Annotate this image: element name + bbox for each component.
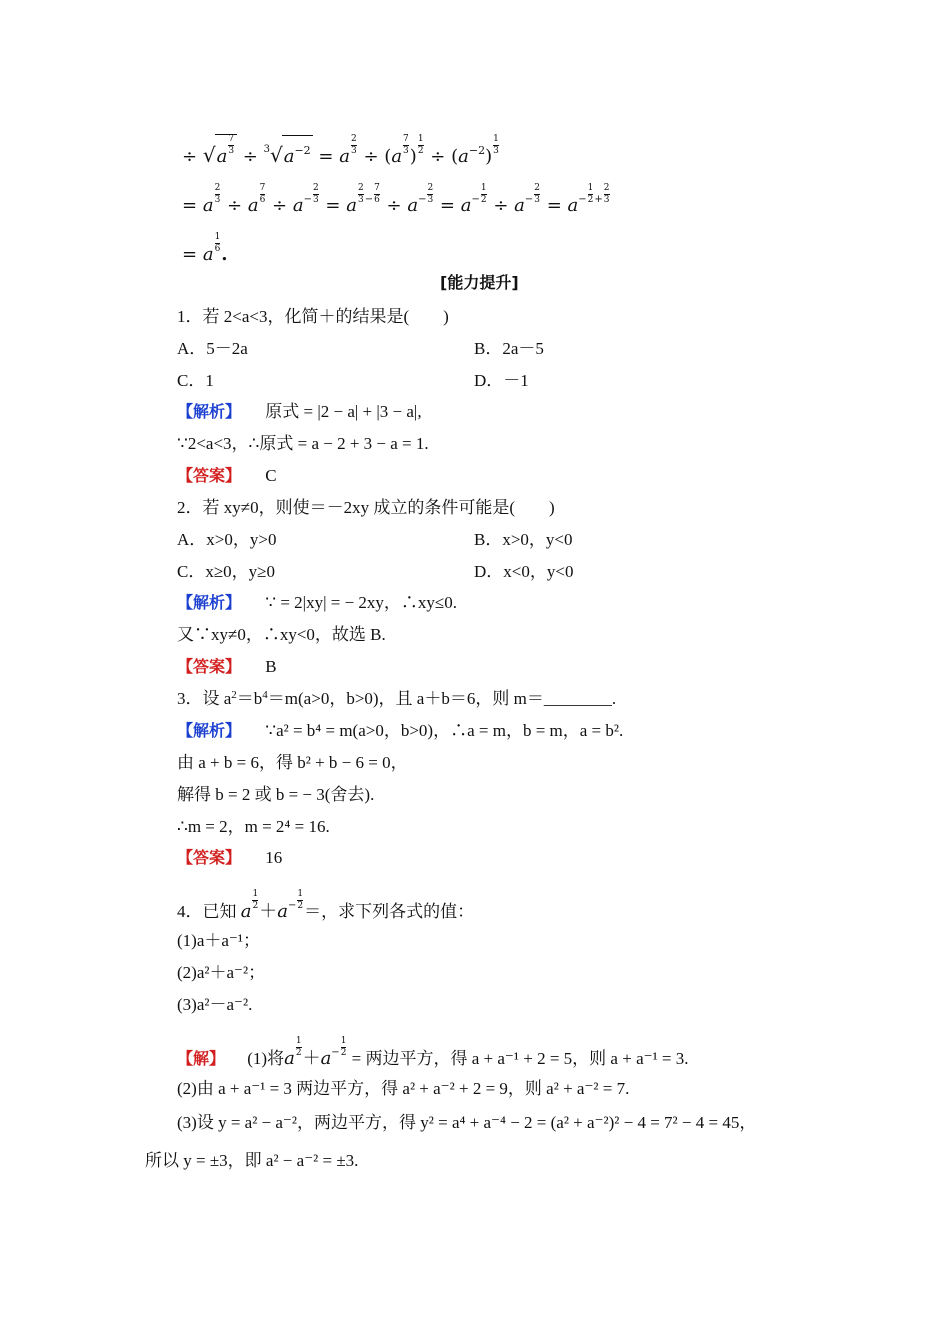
- q1-analysis: 【解析】 原式 = |2 − a| + |3 − a|,: [177, 402, 422, 421]
- q4-solution-4: 所以 y = ±3，即 a² − a⁻² = ±3.: [145, 1151, 359, 1170]
- q4-solution-3: (3)设 y = a² − a⁻²，两边平方，得 y² = a⁴ + a⁻⁴ − 2 = (a² + a⁻²)² − 4 = 7² − 4 = 45，: [177, 1113, 757, 1132]
- answer-tag: 【答案】: [177, 848, 242, 867]
- q2-option-b: B．x>0，y<0: [474, 530, 573, 549]
- q1-option-d: D．－1: [474, 371, 529, 390]
- q3-analysis-4: ∴m = 2，m = 2⁴ = 16.: [177, 817, 330, 836]
- section-title: [能力提升]: [440, 273, 519, 292]
- continuation-line-1: ÷ √a $\frac{7}{3}$ ÷ $^3√a^{-2} = a$ $\frac{2}{3}$ ÷ (a $\frac{7}{3}$ ) $\frac{1}{2}$ ÷ $(a^{-2})$ $\frac{1}{3}$: [182, 134, 500, 172]
- answer-tag: 【答案】: [177, 657, 242, 676]
- q3-analysis-2: 由 a + b = 6，得 b² + b − 6 = 0，: [177, 753, 408, 772]
- q1-stem: 1．若 2<a<3，化简＋的结果是( ): [177, 307, 449, 326]
- q2-option-c: C．x≥0，y≥0: [177, 562, 275, 581]
- q1-option-c: C．1: [177, 371, 214, 390]
- q1-analysis-2: ∵2<a<3，∴原式 = a − 2 + 3 − a = 1.: [177, 434, 429, 453]
- analysis-tag: 【解析】: [177, 593, 242, 612]
- q2-option-d: D．x<0，y<0: [474, 562, 574, 581]
- analysis-tag: 【解析】: [177, 721, 242, 740]
- continuation-line-3: = a $\frac{1}{6}$ .: [182, 232, 228, 265]
- q2-option-a: A．x>0，y>0: [177, 530, 277, 549]
- q2-analysis: 【解析】 ∵ = 2|xy| = − 2xy，∴xy≤0.: [177, 593, 457, 612]
- solution-tag: 【解】: [177, 1049, 226, 1068]
- q2-analysis-2: 又∵xy≠0，∴xy<0，故选 B.: [177, 625, 386, 644]
- q4-part-3: (3)a²－a⁻².: [177, 995, 253, 1014]
- q3-analysis: 【解析】 ∵a² = b⁴ = m(a>0，b>0)，∴a = m，b = m，a = b².: [177, 721, 624, 740]
- q4-solution-2: (2)由 a + a⁻¹ = 3 两边平方，得 a² + a⁻² + 2 = 9，则 a² + a⁻² = 7.: [177, 1079, 630, 1098]
- answer-tag: 【答案】: [177, 466, 242, 485]
- q3-analysis-3: 解得 b = 2 或 b = − 3(舍去).: [177, 785, 375, 804]
- q4-solution-1: 【解】 (1)将a $\frac{1}{2}$ ＋a− $\frac{1}{2}$ = 两边平方，得 a + a⁻¹ + 2 = 5，则 a + a⁻¹ = 3.: [177, 1036, 689, 1069]
- q4-stem: 4．已知 a $\frac{1}{2}$ ＋a− $\frac{1}{2}$ ＝，求下列各式的值：: [177, 889, 475, 922]
- continuation-line-2: = a $\frac{2}{3}$ ÷ a $\frac{7}{6}$ ÷ a− $\frac{2}{3}$ = a $\frac{2}{3}$ − $\frac{7}{6}$ ÷ a− $\frac{2}{3}$ = a− $\frac{1}{2}$ ÷ a− $\frac{2}{3}$ = a− $\frac{1}{2}$ + $\frac{2}{3}$: [182, 183, 610, 216]
- analysis-tag: 【解析】: [177, 402, 242, 421]
- q2-answer: 【答案】 B: [177, 657, 277, 676]
- q1-option-a: A．5－2a: [177, 339, 248, 358]
- q1-option-b: B．2a－5: [474, 339, 544, 358]
- q1-answer: 【答案】 C: [177, 466, 277, 485]
- q3-stem: 3．设 $a^2=b^4=m(a>0$，b>0)，且 a＋b＝6，则 m＝________.: [177, 689, 617, 708]
- q4-part-1: (1)a＋a⁻¹；: [177, 931, 260, 950]
- q3-answer: 【答案】 16: [177, 848, 283, 867]
- q4-part-2: (2)a²＋a⁻²；: [177, 963, 266, 982]
- q2-stem: 2．若 xy≠0，则使＝－2xy 成立的条件可能是( ): [177, 498, 555, 517]
